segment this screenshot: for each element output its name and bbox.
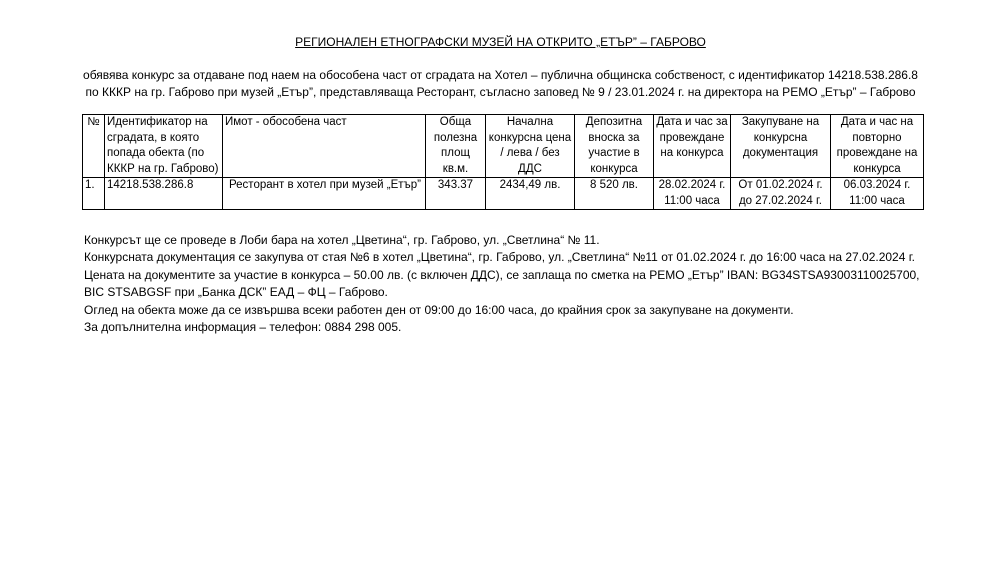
cell-price: 2434,49 лв. — [486, 178, 575, 210]
intro-line-1: обявява конкурс за отдаване под наем на обособена част от сградата на Хотел – публична общинска собственост, с идентификатор 14218.538.286.8 — [83, 68, 918, 82]
header-property: Имот - обособена част — [223, 115, 426, 178]
cell-documents — [731, 178, 831, 210]
competition-table — [82, 114, 924, 210]
header-identifier: Идентификатор на сградата, в която попада обекта (по КККР на гр. Габрово) — [105, 115, 223, 178]
note-inspection: Оглед на обекта може да се извършва всеки работен ден от 09:00 до 16:00 часа, до крайния срок за закупуване на документи. — [84, 302, 794, 317]
header-area: Обща полезна площ кв.м. — [426, 115, 486, 178]
note-price-iban: Цената на документите за участие в конкурса – 50.00 лв. (с включен ДДС), се заплаща по сметка на РЕМО „Етър” IBAN: BG34STSA93003110025700, — [84, 267, 920, 282]
cell-area: 343.37 — [426, 178, 486, 210]
cell-date-time: 11:00 часа — [664, 194, 720, 207]
cell-identifier: 14218.538.286.8 — [105, 178, 223, 210]
intro-line-2: по КККР на гр. Габрово при музей „Етър”, представляваща Ресторант, съгласно заповед № 9 / 23.01.2024 г. на директора на РЕМО „Етър” – Габрово — [85, 84, 916, 99]
header-price: Начална конкурсна цена / лева / без ДДС — [486, 115, 575, 178]
note-documentation: Конкурсната документация се закупува от стая №6 в хотел „Цветина“, гр. Габрово, ул. „Светлина“ №11 от 01.02.2024 г. до 16:00 часа на 27.02.2024 г. — [84, 250, 915, 265]
header-documents: Закупуване на конкурсна документация — [731, 115, 831, 178]
header-deposit: Депозитна вноска за участие в конкурса — [575, 115, 654, 178]
note-bic: BIC STSABGSF при „Банка ДСК” ЕАД – ФЦ – Габрово. — [84, 285, 388, 300]
notes-section — [84, 232, 944, 336]
cell-deposit: 8 520 лв. — [575, 178, 654, 210]
header-repeat-date: Дата и час на повторно провеждане на конкурса — [831, 115, 924, 178]
cell-repeat-day: 06.03.2024 г. — [843, 179, 911, 192]
intro-paragraph — [60, 67, 941, 101]
cell-documents-from: От 01.02.2024 г. — [738, 179, 823, 192]
cell-date-day: 28.02.2024 г. — [658, 179, 726, 192]
cell-documents-to: до 27.02.2024 г. — [738, 194, 823, 207]
cell-number: 1. — [83, 178, 105, 210]
table-row — [83, 178, 924, 210]
header-date: Дата и час за провеждане на конкурса — [654, 115, 731, 178]
note-venue: Конкурсът ще се проведе в Лоби бара на хотел „Цветина“, гр. Габрово, ул. „Светлина“ № 11. — [84, 233, 600, 247]
header-number: № — [83, 115, 105, 178]
note-phone: За допълнителна информация – телефон: 0884 298 005. — [84, 319, 402, 334]
cell-date — [654, 178, 731, 210]
page-title: РЕГИОНАЛЕН ЕТНОГРАФСКИ МУЗЕЙ НА ОТКРИТО „ЕТЪР” – ГАБРОВО — [295, 35, 706, 49]
cell-property: Ресторант в хотел при музей „Етър” — [223, 178, 426, 210]
cell-repeat-time: 11:00 часа — [849, 194, 905, 207]
cell-repeat-date — [831, 178, 924, 210]
table-header-row — [83, 115, 924, 178]
